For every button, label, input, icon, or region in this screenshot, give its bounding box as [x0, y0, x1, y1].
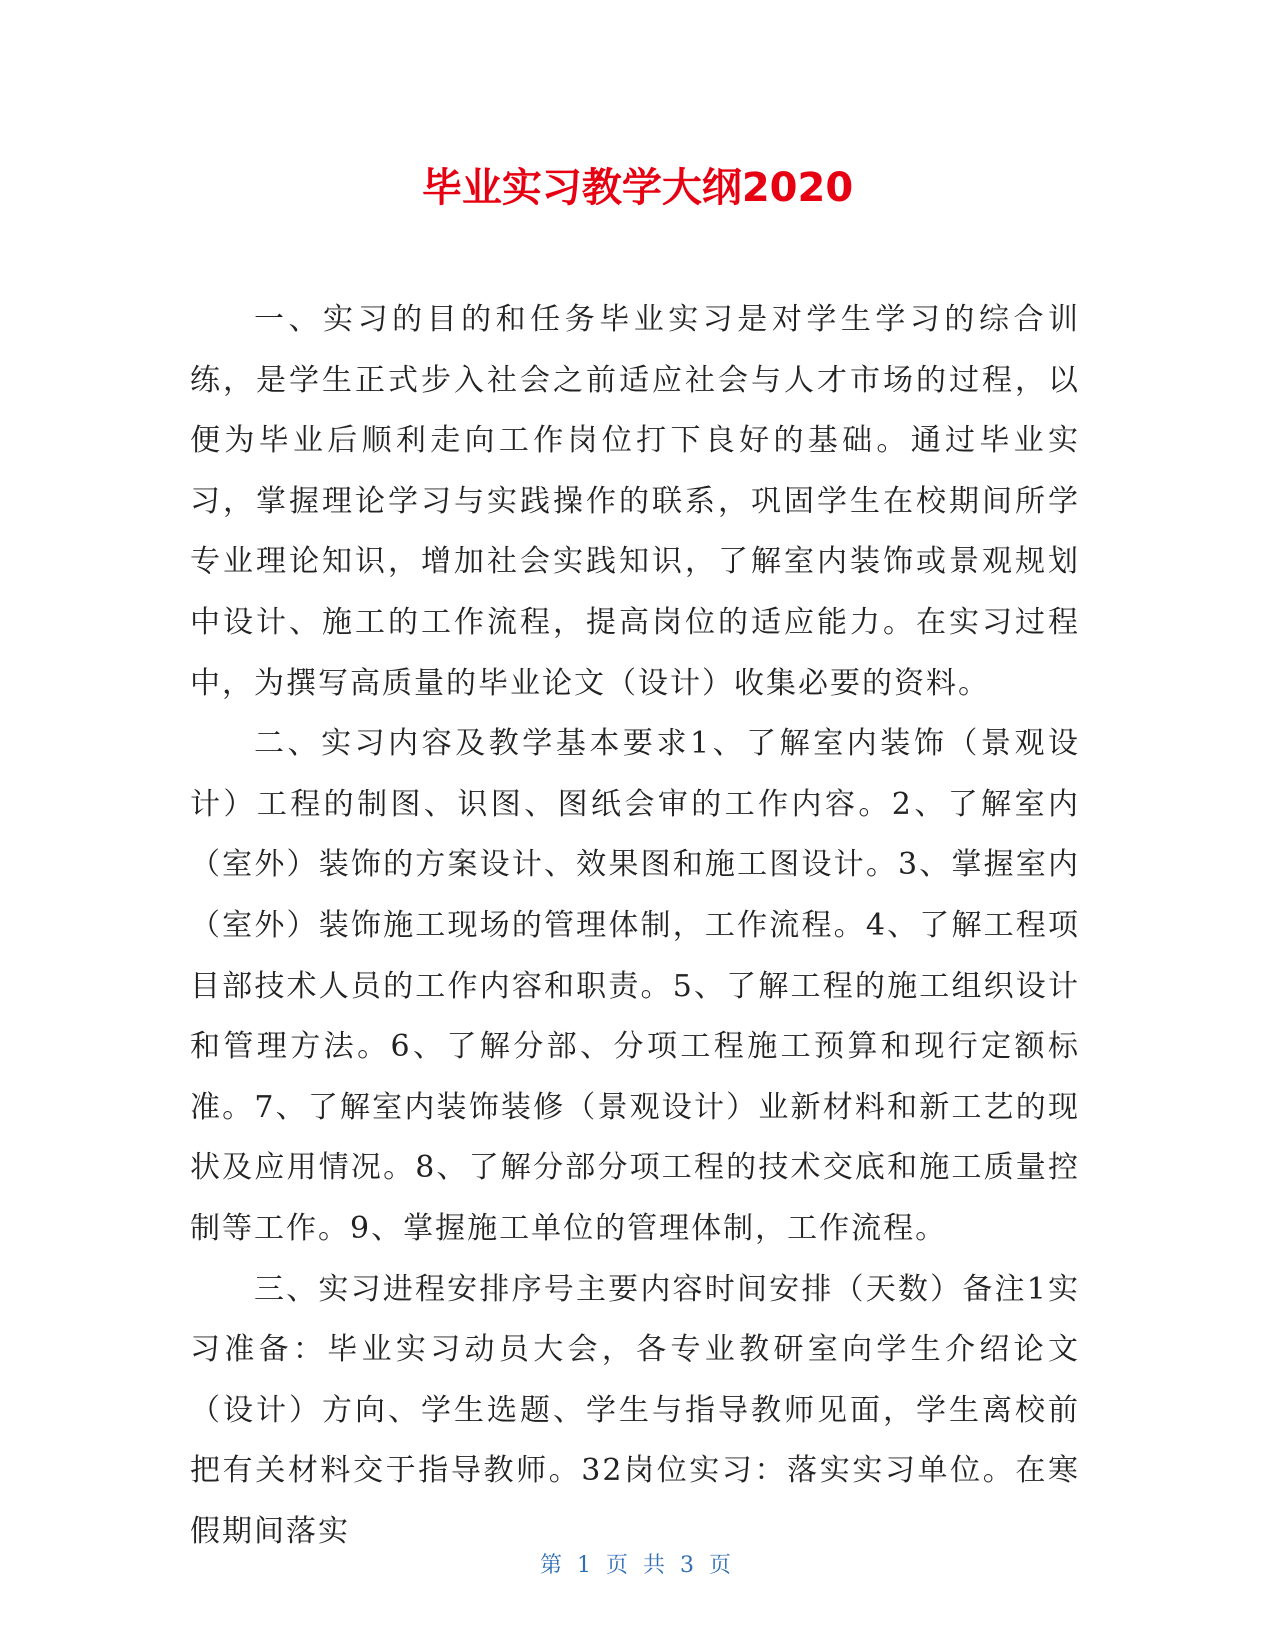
page-footer: 第 1 页 共 3 页 — [540, 1553, 735, 1578]
paragraph-content-requirements: 二、实习内容及教学基本要求1、了解室内装饰（景观设计）工程的制图、识图、图纸会审的工作内容。2、了解室内（室外）装饰的方案设计、效果图和施工图设计。3、掌握室内（室外）装饰施工现场的管理体制，工作流程。4、了解工程项目部技术人员的工作内容和职责。5、了解工程的施工组织设计和管理方法。6、了解分部、分项工程施工预算和现行定额标准。7、了解室内装饰装修（景观设计）业新材料和新工艺的现状及应用情况。8、了解分部分项工程的技术交底和施工质量控制等工作。9、掌握施工单位的管理体制，工作流程。 — [190, 726, 1080, 1246]
paragraph-purpose: 一、实习的目的和任务毕业实习是对学生学习的综合训练，是学生正式步入社会之前适应社会与人才市场的过程，以便为毕业后顺利走向工作岗位打下良好的基础。通过毕业实习，掌握理论学习与实践操作的联系，巩固学生在校期间所学专业理论知识，增加社会实践知识，了解室内装饰或景观规划中设计、施工的工作流程，提高岗位的适应能力。在实习过程中，为撰写高质量的毕业论文（设计）收集必要的资料。 — [190, 302, 1080, 701]
document-title: 毕业实习教学大纲2020 — [421, 165, 854, 211]
document-body — [190, 290, 1080, 1562]
paragraph-schedule: 三、实习进程安排序号主要内容时间安排（天数）备注1实习准备：毕业实习动员大会，各专业教研室向学生介绍论文（设计）方向、学生选题、学生与指导教师见面，学生离校前把有关材料交于指导教师。32岗位实习：落实实习单位。在寒假期间落实 — [190, 1271, 1080, 1549]
